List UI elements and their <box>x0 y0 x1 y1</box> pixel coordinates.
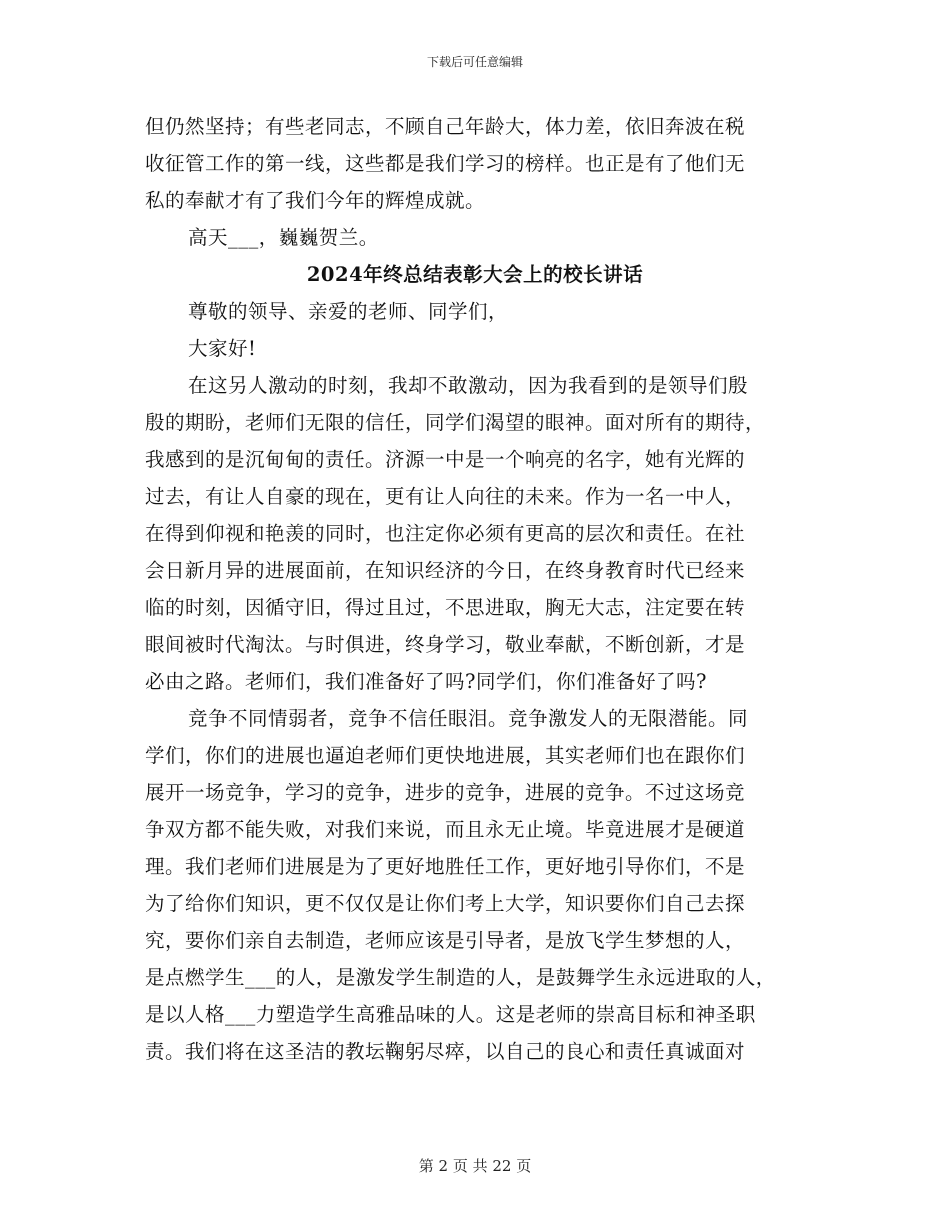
paragraph-line: 我感到的是沉甸甸的责任。济源一中是一个响亮的名字，她有光辉的 <box>145 448 746 471</box>
salutation-line: 尊敬的领导、亲爱的老师、同学们， <box>188 300 509 323</box>
paragraph-line: 理。我们老师们进展是为了更好地胜任工作，更好地引导你们，不是 <box>145 855 746 878</box>
paragraph-line: 是点燃学生___的人，是激发学生制造的人，是鼓舞学生永远进取的人， <box>145 966 776 989</box>
paragraph-line: 展开一场竞争，学习的竞争，进步的竞争，进展的竞争。不过这场竞 <box>145 781 746 804</box>
paragraph-line: 究，要你们亲自去制造，老师应该是引导者，是放飞学生梦想的人， <box>145 929 746 952</box>
paragraph-line: 临的时刻，因循守旧，得过且过，不思进取，胸无大志，注定要在转 <box>145 596 746 619</box>
paragraph-line: 学们，你们的进展也逼迫老师们更快地进展，其实老师们也在跟你们 <box>145 744 746 767</box>
paragraph-line: 责。我们将在这圣洁的教坛鞠躬尽瘁，以自己的良心和责任真诚面对 <box>145 1040 746 1063</box>
paragraph-line: 是以人格___力塑造学生高雅品味的人。这是老师的崇高目标和神圣职 <box>145 1003 756 1026</box>
paragraph-line: 高天___，巍巍贺兰。 <box>188 226 379 249</box>
page-header: 下载后可任意编辑 <box>426 55 523 69</box>
greeting-line: 大家好! <box>188 337 257 360</box>
paragraph-line: 眼间被时代淘汰。与时俱进，终身学习，敬业奉献，不断创新，才是 <box>145 633 746 656</box>
paragraph-line: 争双方都不能失败，对我们来说，而且永无止境。毕竟进展才是硬道 <box>145 818 746 841</box>
paragraph-line: 殷的期盼，老师们无限的信任，同学们渴望的眼神。面对所有的期待， <box>145 411 766 434</box>
paragraph-line: 会日新月异的进展面前，在知识经济的今日，在终身教育时代已经来 <box>145 559 746 582</box>
paragraph-line: 私的奉献才有了我们今年的辉煌成就。 <box>145 189 486 212</box>
paragraph-line: 收征管工作的第一线，这些都是我们学习的榜样。也正是有了他们无 <box>145 152 746 175</box>
paragraph-line: 但仍然坚持；有些老同志，不顾自己年龄大，体力差，依旧奔波在税 <box>145 115 746 138</box>
paragraph-line: 在这另人激动的时刻，我却不敢激动，因为我看到的是领导们殷 <box>188 374 749 397</box>
section-title: 2024年终总结表彰大会上的校长讲话 <box>306 263 644 286</box>
paragraph-line: 过去，有让人自豪的现在，更有让人向往的未来。作为一名一中人， <box>145 485 746 508</box>
page-footer: 第 2 页 共 22 页 <box>418 1157 532 1175</box>
paragraph-line: 竞争不同情弱者，竞争不信任眼泪。竞争激发人的无限潜能。同 <box>188 707 749 730</box>
paragraph-line: 必由之路。老师们，我们准备好了吗?同学们，你们准备好了吗? <box>145 670 707 693</box>
paragraph-line: 为了给你们知识，更不仅仅是让你们考上大学，知识要你们自己去探 <box>145 892 746 915</box>
paragraph-line: 在得到仰视和艳羡的同时，也注定你必须有更高的层次和责任。在社 <box>145 522 746 545</box>
